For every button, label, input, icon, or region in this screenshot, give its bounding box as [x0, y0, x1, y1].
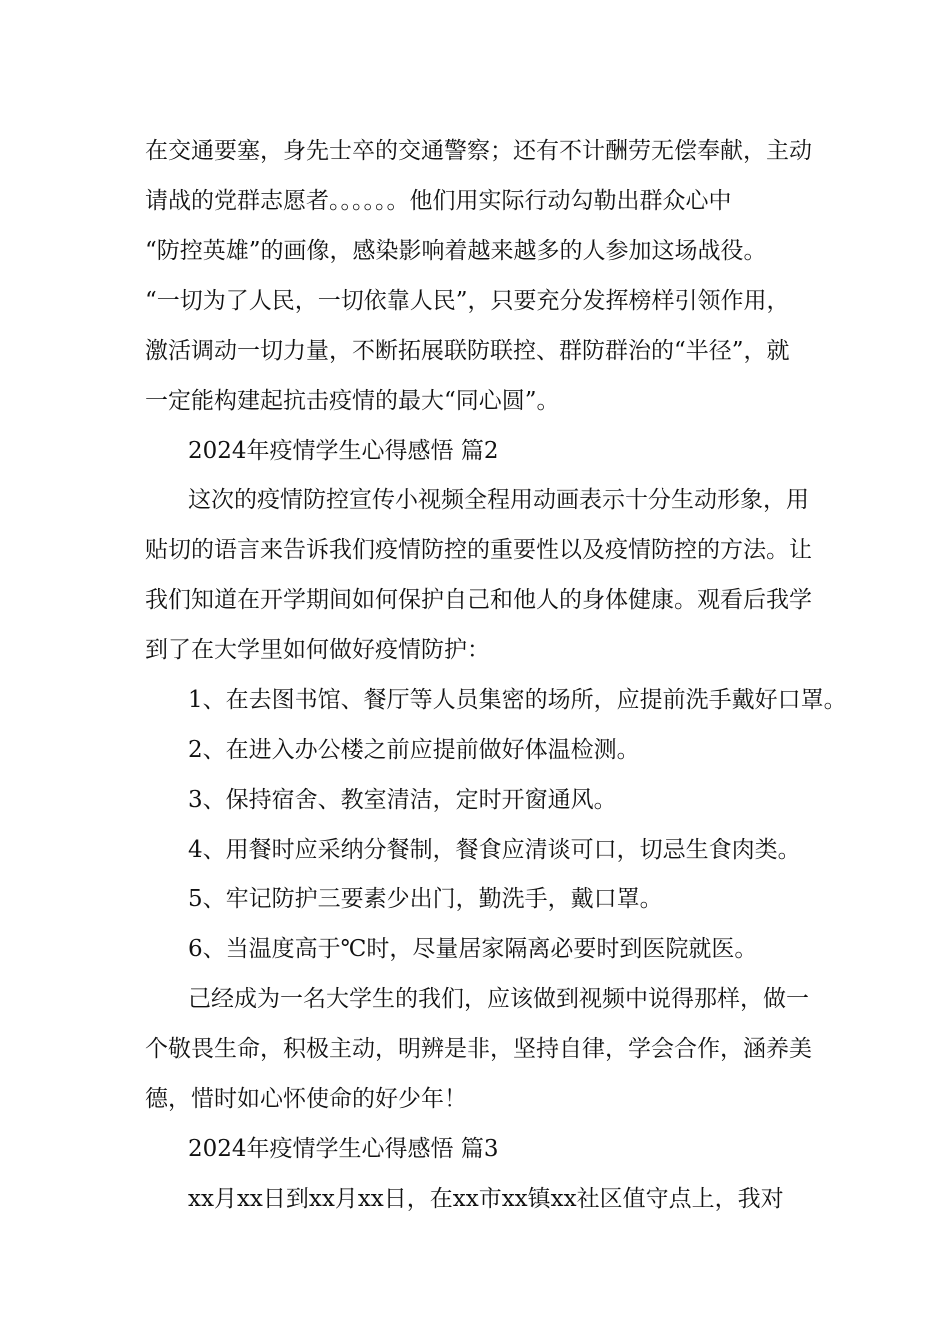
- paragraph-line: 贴切的语言来告诉我们疫情防控的重要性以及疫情防控的方法。让: [145, 537, 812, 563]
- list-item: 4、用餐时应采纳分餐制，餐食应清谈可口，切忌生食肉类。: [188, 837, 801, 863]
- paragraph-line: 德，惜时如心怀使命的好少年！: [145, 1086, 467, 1112]
- list-item: 2、在进入办公楼之前应提前做好体温检测。: [188, 737, 640, 763]
- list-item: 5、牢记防护三要素少出门，勤洗手，戴口罩。: [188, 886, 663, 912]
- paragraph-line: 这次的疫情防控宣传小视频全程用动画表示十分生动形象，用: [188, 487, 809, 513]
- section-heading: 2024年疫情学生心得感悟 篇2: [188, 438, 499, 464]
- list-item: 3、保持宿舍、教室清洁，定时开窗通风。: [188, 787, 617, 813]
- list-item: 1、在去图书馆、餐厅等人员集密的场所，应提前洗手戴好口罩。: [188, 687, 847, 713]
- paragraph-line: 己经成为一名大学生的我们，应该做到视频中说得那样，做一: [188, 986, 809, 1012]
- paragraph-line: 请战的党群志愿者。。。。。。他们用实际行动勾勒出群众心中: [145, 188, 732, 214]
- paragraph-line: 我们知道在开学期间如何保护自己和他人的身体健康。观看后我学: [145, 587, 812, 613]
- list-item: 6、当温度高于℃时，尽量居家隔离必要时到医院就医。: [188, 936, 758, 962]
- paragraph-line: 在交通要塞，身先士卒的交通警察；还有不计酬劳无偿奉献，主动: [145, 138, 812, 164]
- paragraph-line: “一切为了人民，一切依靠人民”，只要充分发挥榜样引领作用，: [145, 288, 790, 314]
- paragraph-line: “防控英雄”的画像，感染影响着越来越多的人参加这场战役。: [145, 238, 767, 264]
- section-heading: 2024年疫情学生心得感悟 篇3: [188, 1136, 499, 1162]
- paragraph-line: 一定能构建起抗击疫情的最大“同心圆”。: [145, 388, 560, 414]
- paragraph-line: 激活调动一切力量，不断拓展联防联控、群防群治的“半径”，就: [145, 338, 790, 364]
- paragraph-line: 个敬畏生命，积极主动，明辨是非，坚持自律，学会合作，涵养美: [145, 1036, 812, 1062]
- paragraph-line: xx月xx日到xx月xx日，在xx市xx镇xx社区值守点上，我对: [188, 1186, 784, 1212]
- paragraph-line: 到了在大学里如何做好疫情防护：: [145, 637, 490, 663]
